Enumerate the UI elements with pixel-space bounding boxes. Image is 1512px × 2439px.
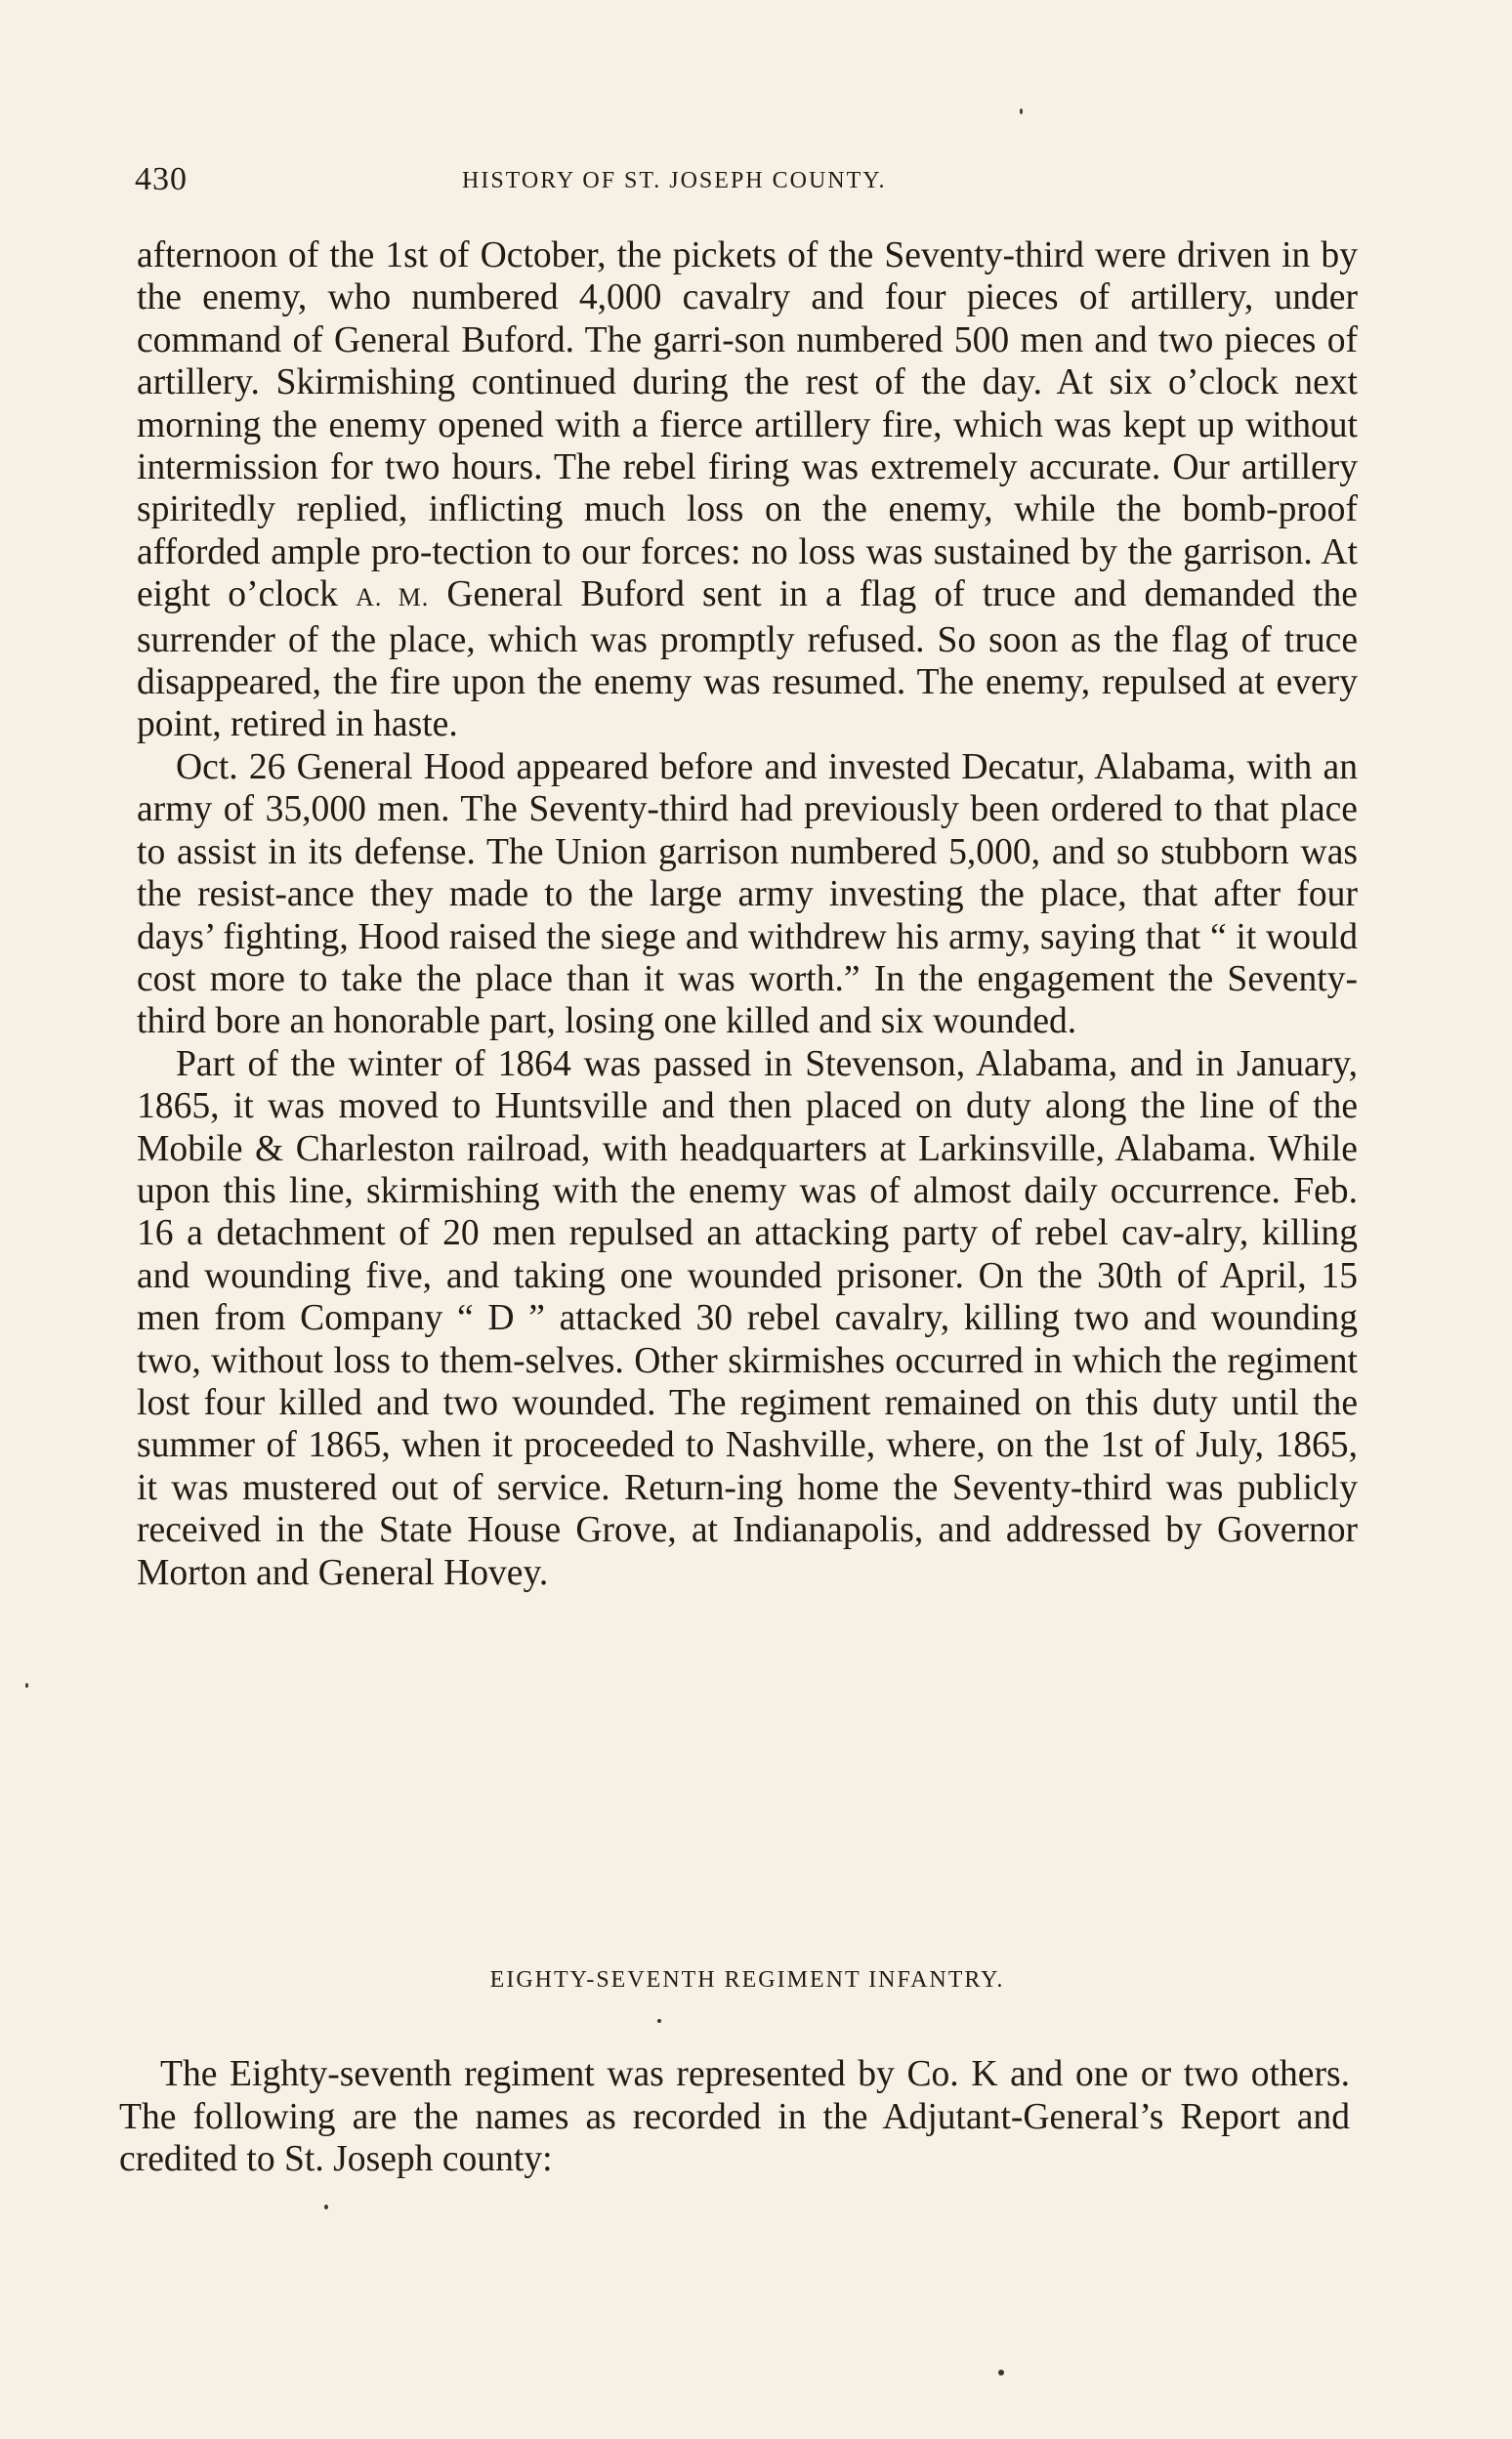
section-text xyxy=(119,2053,1350,2181)
paragraph-3: Part of the winter of 1864 was passed in Stevenson, Alabama, and in January, 1865, it was moved to Huntsville and then placed on duty along the line of the Mobile & Charleston railroad, with headquarters at Larkinsville, Alabama. While upon this line, skirmishing with the enemy was of almost daily occurrence. Feb. 16 a detachment of 20 men repulsed an attacking party of rebel cav-alry, killing and wounding five, and taking one wounded prisoner. On the 30th of April, 15 men from Company “ D ” attacked 30 rebel cavalry, killing two and wounding two, without loss to them-selves. Other skirmishes occurred in which the regiment lost four killed and two wounded. The regiment remained on this duty until the summer of 1865, when it proceeded to Nashville, where, on the 1st of July, 1865, it was mustered out of service. Return-ing home the Seventy-third was publicly received in the State House Grove, at Indianapolis, and addressed by Governor Morton and General Hovey. xyxy=(137,1043,1358,1593)
running-title: HISTORY OF ST. JOSEPH COUNTY. xyxy=(462,168,887,193)
print-speck xyxy=(25,1683,28,1688)
print-speck xyxy=(657,2019,661,2023)
running-head xyxy=(135,161,1356,204)
page-number: 430 xyxy=(135,161,188,197)
print-speck xyxy=(324,2205,328,2209)
paragraph-2: Oct. 26 General Hood appeared before and invested Decatur, Alabama, with an army of 35,000 men. The Seventy-third had previously been ordered to that place to assist in its defense. The Union garrison numbered 5,000, and so stubborn was the resist-ance they made to the large army investing the place, that after four days’ fighting, Hood raised the siege and withdrew his army, saying that “ it would cost more to take the place than it was worth.” In the engagement the Seventy-third bore an honorable part, losing one killed and six wounded. xyxy=(137,746,1358,1042)
section-paragraph: The Eighty-seventh regiment was represented by Co. K and one or two others. The following are the names as recorded in the Adjutant-General’s Report and credited to St. Joseph county: xyxy=(119,2054,1350,2180)
section-heading: EIGHTY-SEVENTH REGIMENT INFANTRY. xyxy=(489,1967,1005,1993)
body-text xyxy=(137,234,1358,1594)
print-speck xyxy=(998,2370,1004,2376)
paragraph-1-continued: General Buford sent in a flag of truce and demanded the surrender of the place, which was promptly refused. So soon as the flag of truce disappeared, the fire upon the enemy was resumed. The enemy, repulsed at every point, retired in haste. xyxy=(137,574,1358,745)
print-speck xyxy=(1020,108,1023,114)
paragraph-1 xyxy=(137,234,1358,746)
time-marker: A. M. xyxy=(356,583,430,612)
paragraph-1-text: afternoon of the 1st of October, the pickets of the Seventy-third were driven in by the enemy, who numbered 4,000 cavalry and four pieces of artillery, under command of General Buford. The garri-son numbered 500 men and two pieces of artillery. Skirmishing continued during the rest of the day. At six o’clock next morning the enemy opened with a fierce artillery fire, which was kept up without intermission for two hours. The rebel firing was extremely accurate. Our artillery spiritedly replied, inflicting much loss on the enemy, while the bomb-proof afforded ample pro-tection to our forces: no loss was sustained by the garrison. At eight o’clock xyxy=(137,235,1358,615)
